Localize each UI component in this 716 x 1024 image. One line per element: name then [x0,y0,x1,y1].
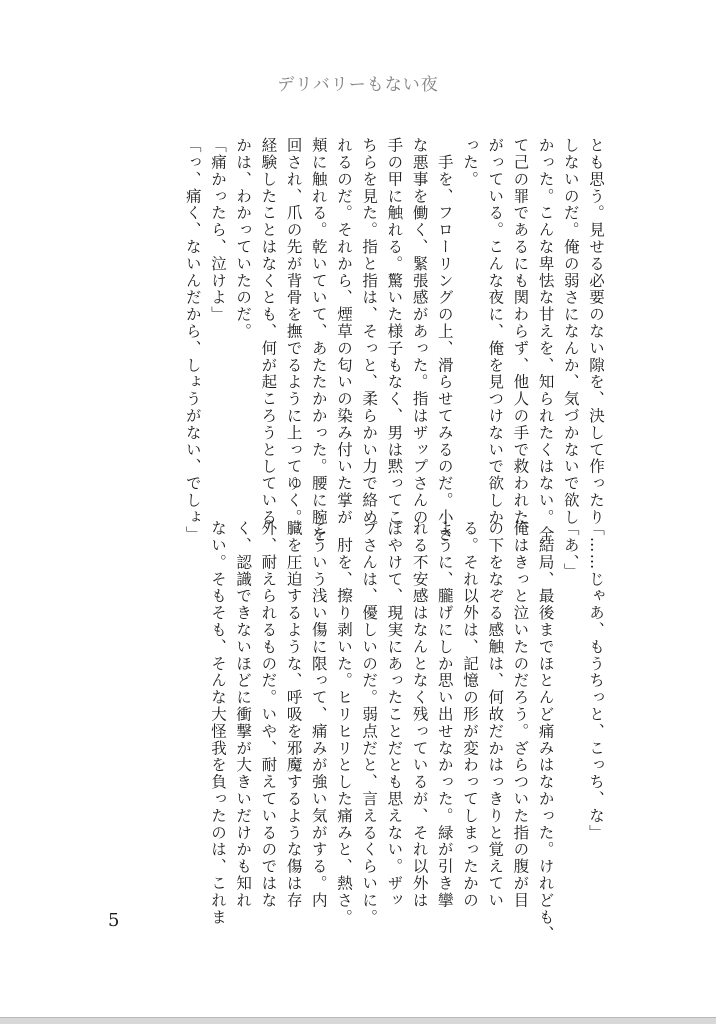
text-line: 回され、爪の先が背骨を撫でるように上ってゆく。 [284,137,303,526]
text-line: かは、わかっていたのだ。 [234,137,253,340]
running-header: デリバリーもない夜 [277,75,439,95]
text-line: ぼやけて、現実にあったことだとも思えない。ザッ [385,520,404,909]
text-line: 俺はきっと泣いたのだろう。ざらついた指の腹が目 [511,520,530,909]
text-line: とも思う。見せる必要のない隙を、決して作ったり [587,137,605,526]
text-line: の下をなぞる感触は、何故だかはっきりと覚えてい [486,520,505,909]
text-line: れる不安感はなんとなく残っているが、それ以外は [410,520,429,909]
text-line: て己の罪であるにも関わらず、他人の手で救われた [511,137,530,526]
text-block-bottom [205,520,608,943]
page-bottom-edge [0,1017,716,1024]
text-line: 臓を圧迫するような、呼吸を邪魔するような傷は存 [284,520,303,909]
text-line: プさんは、優しいのだ。弱点だと、言えるくらいに。 [360,520,379,926]
text-line: ちらを見た。指と指は、そっと、柔らかい力で絡め [360,137,379,526]
text-line: 頬に触れる。乾いていて、あたたかかった。腰に腕を [309,137,328,543]
text-line: く、認識できないほどに衝撃が大きいだけかも知れ [234,520,253,909]
text-line: 肘を、擦り剥いた。ヒリヒリとした痛みと、熱さ。 [334,520,353,926]
text-block-top [180,137,608,543]
text-line: しないのだ。俺の弱さになんか、気づかないで欲し [561,137,580,526]
text-line: 結局、最後までほとんど痛みはなかった。けれども、 [536,520,555,943]
text-line: こういう浅い傷に限って、痛みが強い気がする。内 [309,520,328,909]
text-line: 「あ、」 [561,520,580,580]
text-line: った。 [460,137,479,188]
text-line: 「痛かったら、泣けよ」 [208,137,227,323]
text-line: 外、耐えられるものだ。いや、耐えているのではな [259,520,278,909]
text-line: 手の甲に触れる。驚いた様子もなく、男は黙ってこ [385,137,404,526]
page-number: 5 [108,910,120,931]
text-line: な悪事を働く、緊張感があった。指はザップさんの [410,137,429,526]
text-line: 経験したことはなくとも、何が起ころうとしている [259,137,278,526]
text-line: 「……じゃあ、もうちっと、こっち、な」 [587,520,605,842]
text-line: ように、朧げにしか思い出せなかった。緑が引き攣 [435,520,454,909]
text-line: 「っ、痛く、ないんだから、しょうがない、でしょ」 [183,137,202,543]
text-line: かった。こんな卑怯な甘えを、知られたくはない。全 [536,137,555,543]
text-line: る。それ以外は、記憶の形が変わってしまったかの [460,520,479,909]
text-line: 手を、フローリングの上、滑らせてみるのだ。小さ [435,137,454,543]
text-line: ない。そもそも、そんな大怪我を負ったのは、これま [208,520,227,926]
text-line: れるのだ。それから、煙草の匂いの染み付いた掌が [334,137,353,526]
text-line: がっている。こんな夜に、俺を見つけないで欲しか [486,137,505,526]
